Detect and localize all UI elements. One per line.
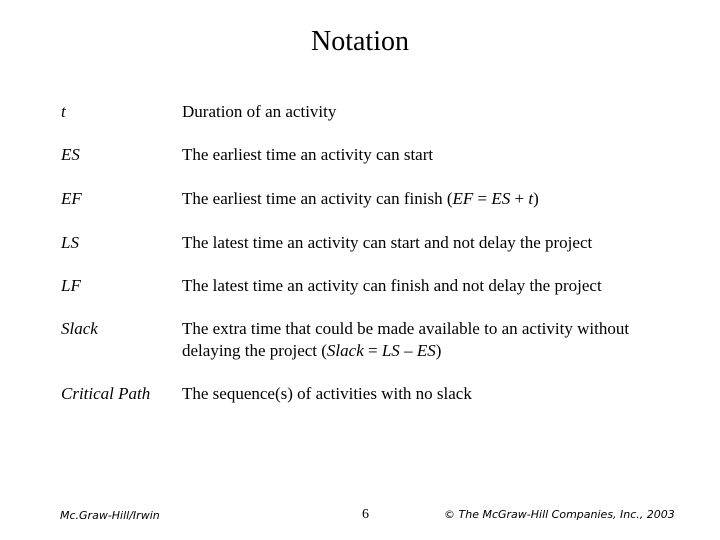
formula-t: t <box>528 189 534 208</box>
definition-slack-line2 <box>182 340 629 362</box>
footer-copyright: © The McGraw-Hill Companies, Inc., 2003 <box>444 508 675 521</box>
page-number: 6 <box>362 507 369 522</box>
definition-t: Duration of an activity <box>182 102 337 121</box>
definition-es: The earliest time an activity can start <box>182 145 434 164</box>
definition-ef <box>182 188 539 210</box>
formula-ls: LS <box>381 341 400 360</box>
formula-equals: = <box>363 341 382 360</box>
formula-close: ) <box>435 341 442 360</box>
term-critical-path: Critical Path <box>61 384 151 403</box>
definition-slack <box>182 318 629 362</box>
term-t: t <box>61 102 66 121</box>
formula-minus: – <box>399 341 417 360</box>
term-slack: Slack <box>61 319 98 338</box>
formula-ef: EF <box>452 189 474 208</box>
footer-publisher: Mc.Graw-Hill/Irwin <box>60 509 160 522</box>
definition-slack-text: delaying the project ( <box>182 341 327 360</box>
definition-slack-line1: The extra time that could be made available to an activity without <box>182 319 630 338</box>
formula-es: ES <box>491 189 511 208</box>
term-ls: LS <box>61 233 79 252</box>
term-ef: EF <box>61 189 82 208</box>
definition-critical-path: The sequence(s) of activities with no slack <box>182 384 472 403</box>
formula-es: ES <box>416 341 436 360</box>
page-title: Notation <box>311 26 409 57</box>
formula-close: ) <box>533 189 539 208</box>
formula-slack: Slack <box>326 341 364 360</box>
definition-ls: The latest time an activity can start and not delay the project <box>182 233 593 252</box>
term-lf: LF <box>61 276 81 295</box>
definition-lf: The latest time an activity can finish and not delay the project <box>182 276 602 295</box>
definition-ef-text: The earliest time an activity can finish ( <box>182 189 453 208</box>
term-es: ES <box>61 145 80 164</box>
formula-equals: = <box>473 189 492 208</box>
formula-plus: + <box>510 189 529 208</box>
